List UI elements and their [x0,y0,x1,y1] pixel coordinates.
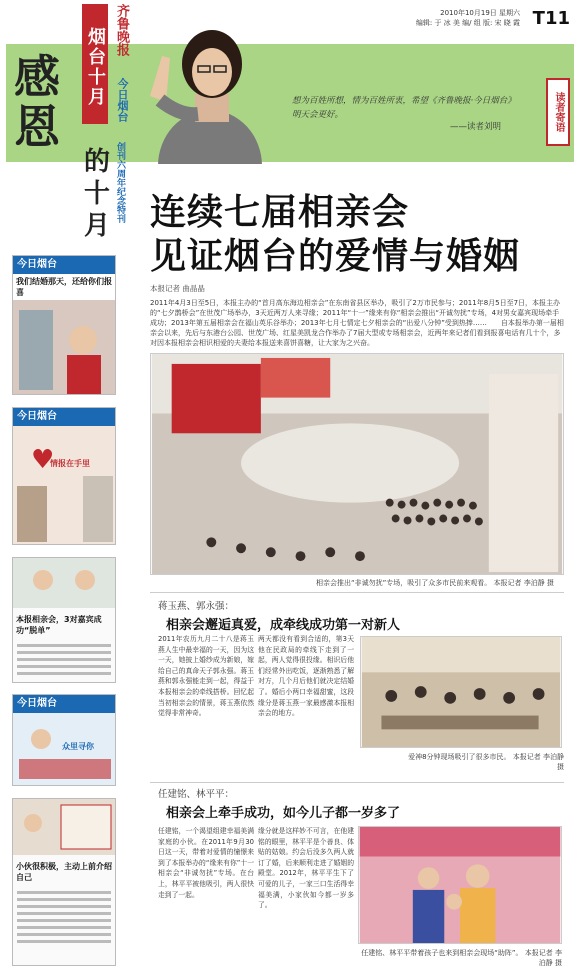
sub-title-char-3: 月 [84,211,111,241]
section-1-column-2: 两天都没有看到合适的，第3天他在民政局的牵线下走到了一起，两人觉得很投缘。相识后他们经常外出吃饭，逐渐熟悉了解对方，几个月后他们就决定结婚了。婚后小两口幸福甜蜜，这段缘分是蒋玉燕一家最感激本报相亲会的地方。 [258,635,354,718]
thumbnail-4 [12,694,116,786]
thumbnail-4-sub: 众里寻你 [62,742,94,751]
header-editors: 编辑: 于 冰 美 编/ 组 版: 宋 晓 霞 [415,19,520,27]
special-edition-label: 创刊六周年纪念特刊 [115,142,125,223]
section-divider-2 [150,782,564,783]
thumbnail-2-sub: 情报在手里 [50,459,90,468]
thumbnail-5-photo [13,799,116,855]
thumbnail-3 [12,557,116,683]
reader-portrait-photo [140,16,280,164]
thumbnail-2 [12,407,116,545]
thumbnail-5 [12,798,116,966]
sub-title-char-2: 十 [84,179,111,209]
thumbnail-1-sub: 我们结婚那天，还给你们报喜 [13,274,115,300]
main-photo-caption: 相亲会推出“非诚勿扰”专场，吸引了众多市民前来观看。 本报记者 李泊静 摄 [316,579,554,587]
header-info [416,8,520,28]
thumbnail-2-head: 今日烟台 [13,408,115,426]
main-event-photo [150,353,564,575]
thumbnail-1-photo [13,300,116,395]
byline: 本报记者 曲晶晶 [150,284,205,293]
headline [150,190,520,278]
big-title [14,52,60,152]
headline-line-1: 连续七届相亲会 [150,191,410,233]
section-divider-1 [150,592,564,593]
reader-message-box: 读者寄语 [546,78,570,146]
lead-paragraph: 2011年4月3日至5日，本报主办的“首月高东海边相亲会”在东南省县区举办，吸引了2万市民参与；2011年8月5日至7日，本报主办的“七夕鹊桥会”在世茂广场举办，3天近两万人来寻缘；2011年“十一”缘来有你“相亲会推出“开诚勿扰”专场，4对男女嘉宾现场牵手成功；2013年第五届相亲会在福山英乐谷举办；2013年七月七情定七夕相亲会的“出爱八分钟”受到热捧…… 自本报举办第一届相亲会以来，先后与东港台公园、世茂广场、红星美凯龙合作举办了7届大型或专场相亲会，近两年来记者们看到报喜电话有几十个，多对因本报相亲会相识相爱的夫妻给本报送来喜饼喜糖，让大家为之兴奋。 [150,299,564,347]
sub-title [84,146,110,242]
thumbnail-5-text-block [13,885,115,949]
section-2-photo-caption: 任建铭、林平平带着孩子也来到相亲会现场“助阵”。 本报记者 李泊静 摄 [361,949,562,967]
header-date: 2010年10月19日 星期六 [440,9,520,17]
section-1-photo [360,636,562,748]
red-tab-title: 烟台十月 [82,4,108,124]
big-title-char-2: 恩 [14,100,60,154]
section-2-title: 相亲会上牵手成功，如今儿子都一岁多了 [166,806,401,821]
thumbnail-4-head: 今日烟台 [13,695,115,713]
section-1-names: 蒋玉燕、郭永强： [158,601,235,612]
thumbnail-1-head: 今日烟台 [13,256,115,274]
section-1-title: 相亲会邂逅真爱，成牵线成功第一对新人 [166,618,401,633]
thumbnail-3-text-block [13,638,115,681]
reader-quote: 想为百姓所想，情为百姓所衷，希望《齐鲁晚报·今日烟台》明天会更好。 [292,96,516,120]
headline-line-2: 见证烟台的爱情与婚姻 [150,235,521,277]
brand-vertical-2: 今日烟台 [116,78,129,122]
section-2-column-1: 任建铭，一个渴望组建幸福美满家庭的小伙。在2011年9月30日这一天，带着对爱情的憧憬来到了本报举办的“缘来有你”十一相亲会“非诚勿扰”专场。在台上，林平平被他吸引，两人很快走到了一起。 [158,827,254,899]
thumbnail-1 [12,255,116,395]
section-2-photo [358,826,562,944]
svg-text:♥: ♥ [31,445,55,475]
reader-quote-author: ——读者刘明 [450,122,502,132]
section-2-names: 任建铭、林平平： [158,789,235,800]
sub-title-char-1: 的 [84,147,111,177]
thumbnail-5-sub: 小伙很积极，主动上前介绍自己 [16,862,112,882]
section-1-photo-caption: 爱神8分钟现场吸引了很多市民。 本报记者 李泊静 摄 [408,753,564,771]
brand-vertical: 齐鲁晚报 [114,4,129,56]
thumbnail-3-photo [13,558,116,608]
thumbnail-3-sub: 本报相亲会，3对嘉宾成功“脱单” [16,615,102,635]
thumbnail-2-photo [13,426,116,544]
page-number: T11 [532,8,570,29]
section-1-column-1: 2011年农历九月二十八是蒋玉燕人生中最幸福的一天，因为这一天，她披上婚纱成为新娘，嫁给自己的真命天子郭永强。蒋玉燕和郭永强能走到一起，得益于本报相亲会的牵线搭桥。回忆起当初相亲会的情景，蒋玉燕依然觉得非常神奇。 [158,635,254,718]
section-2-column-2: 缘分就是这样妙不可言，在他建铭的眼里，林平平是个善良、体贴的姑娘。约会后没多久两人就订了婚，后来顺利走进了婚姻的殿堂。2012年，林平平生下了可爱的儿子，一家三口生活得幸福美满，小家伙如今都一岁多了。 [258,827,354,910]
big-title-char-1: 感 [14,50,60,104]
